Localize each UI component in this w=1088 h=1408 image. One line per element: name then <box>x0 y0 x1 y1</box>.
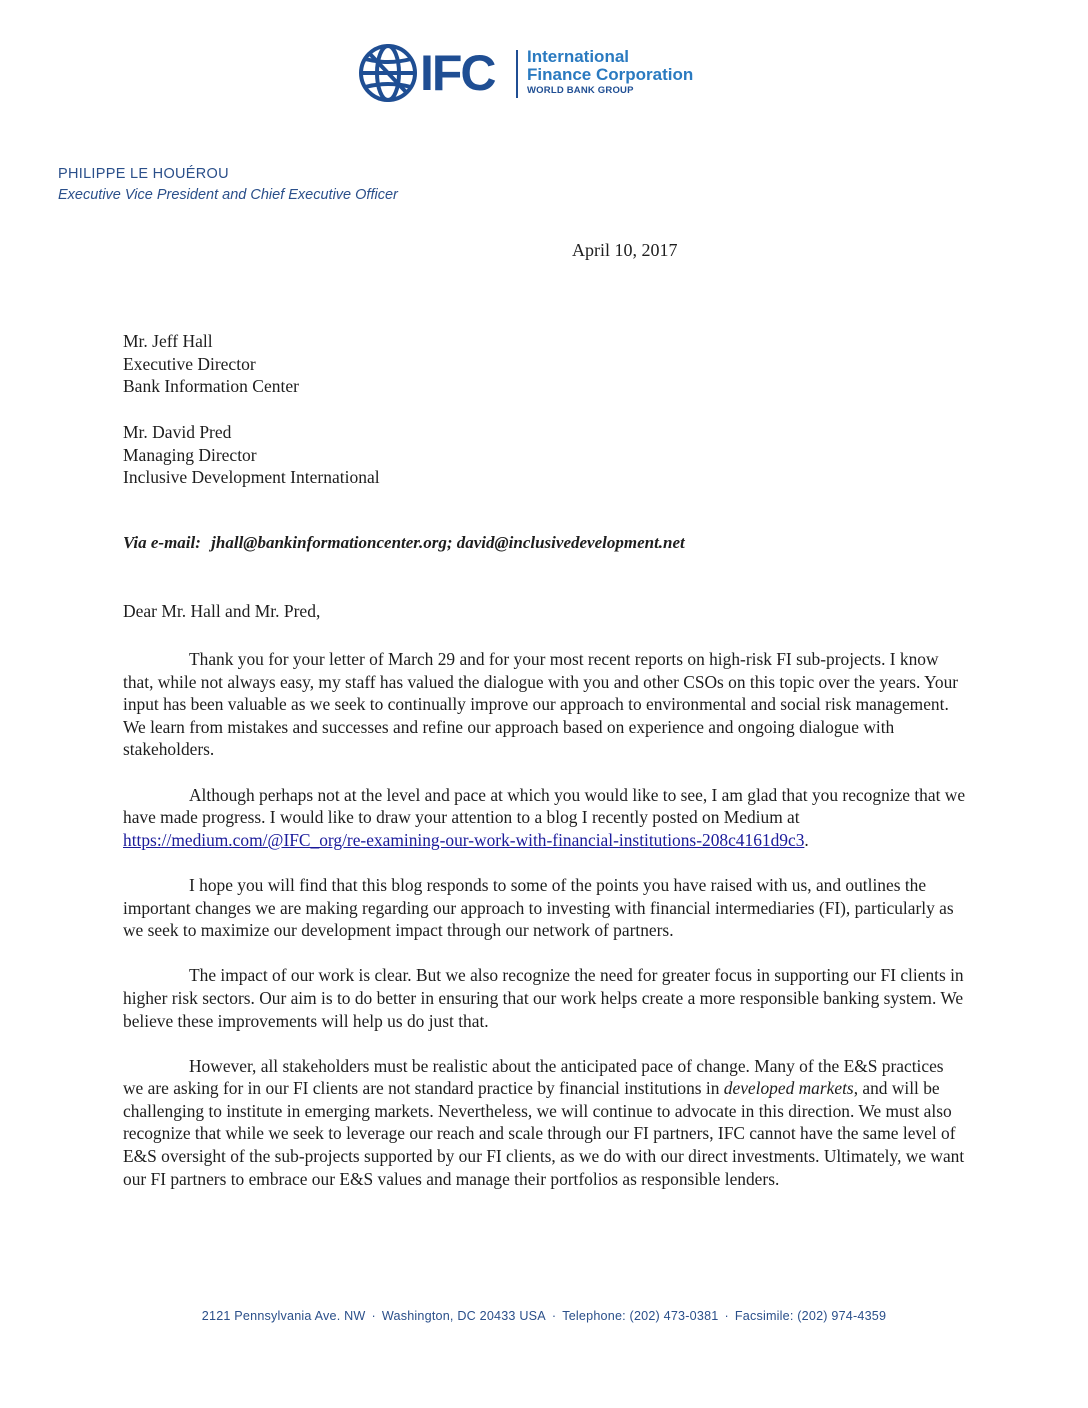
recipient-address-1 <box>123 330 299 398</box>
paragraph-5 <box>123 1055 968 1191</box>
paragraph-5-emphasis: developed markets <box>723 1078 854 1099</box>
paragraph-1: Thank you for your letter of March 29 and for your most recent reports on high-risk FI sub-projects. I know that, while not always easy, my staff has valued the dialogue with you and other CSOs on this topic over the years. Your input has been valuable as we seek to continually improve our approach to environmental and social risk management. We learn from mistakes and successes and refine our approach based on experience and ongoing dialogue with stakeholders. <box>123 649 959 760</box>
medium-blog-link[interactable]: https://medium.com/@IFC_org/re-examining-our-work-with-financial-institutions-208c4161d9c3 <box>123 829 805 850</box>
globe-icon <box>356 42 420 104</box>
recipient-address-2 <box>123 421 380 489</box>
logo-name-line1: International <box>527 47 630 66</box>
footer-city: Washington, DC 20433 USA <box>381 1309 546 1323</box>
via-email-addresses: jhall@bankinformationcenter.org; david@inclusivedevelopment.net <box>211 533 685 552</box>
paragraph-5-end: , and will be challenging to institute in emerging markets. Nevertheless, we will continue to advocate in this direction. We must also recognize that while we seek to leverage our reach and scale through our FI partners, IFC cannot have the same level of E&S oversight of the sub-projects supported by our FI clients, as we do with our direct investments. Ultimately, we want our FI partners to embrace our E&S values and manage their portfolios as responsible lenders. <box>123 1078 965 1189</box>
logo-group-name: WORLD BANK GROUP <box>527 85 634 96</box>
paragraph-2-text: Although perhaps not at the level and pace at which you would like to see, I am glad that you recognize that we have made progress. I would like to draw your attention to a blog I recently posted on Medium at <box>123 784 966 828</box>
letter-date: April 10, 2017 <box>572 240 678 260</box>
salutation: Dear Mr. Hall and Mr. Pred, <box>123 601 321 621</box>
via-email-line <box>123 533 685 553</box>
sender-title: Executive Vice President and Chief Executive Officer <box>58 187 398 203</box>
paragraph-2 <box>123 784 968 852</box>
recipient-role: Executive Director <box>123 353 256 374</box>
footer-separator: · <box>724 1309 729 1323</box>
footer-telephone: Telephone: (202) 473-0381 <box>562 1309 719 1323</box>
paragraph-3: I hope you will find that this blog responds to some of the points you have raised with us, and outlines the important changes we are making regarding our approach to investing with financial intermediaries (FI), particularly as we seek to maximize our development impact through our network of partners. <box>123 874 954 941</box>
footer-separator: · <box>551 1309 557 1323</box>
footer-contact-line <box>0 1309 1088 1323</box>
logo-abbreviation: IFC <box>420 45 495 101</box>
recipient-organization: Inclusive Development International <box>123 467 380 487</box>
footer-separator: · <box>371 1309 376 1323</box>
ifc-logo <box>356 40 736 106</box>
logo-organization-name <box>527 48 693 98</box>
letter-body <box>123 648 968 1213</box>
logo-name-line2: Finance Corporation <box>527 65 694 84</box>
paragraph-2-end: . <box>804 829 809 850</box>
recipient-name: Mr. Jeff Hall <box>123 331 213 351</box>
recipient-role: Managing Director <box>123 444 257 465</box>
via-email-label: Via e-mail: <box>123 533 201 552</box>
footer-address: 2121 Pennsylvania Ave. NW <box>201 1309 366 1323</box>
recipient-organization: Bank Information Center <box>123 376 299 396</box>
sender-name: PHILIPPE LE HOUÉROU <box>58 166 229 182</box>
paragraph-5-text: However, all stakeholders must be realistic about the anticipated pace of change. Many of the E&S practices we are asking for in our FI clients are not standard practice by financial institutions in <box>123 1055 944 1099</box>
paragraph-4: The impact of our work is clear. But we also recognize the need for greater focus in supporting our FI clients in higher risk sectors. Our aim is to do better in ensuring that our work helps create a more responsible banking system. We believe these improvements will help us do just that. <box>123 965 964 1031</box>
sender-block <box>58 164 398 206</box>
recipient-name: Mr. David Pred <box>123 422 232 442</box>
footer-facsimile: Facsimile: (202) 974-4359 <box>734 1309 887 1323</box>
logo-divider <box>516 50 518 98</box>
